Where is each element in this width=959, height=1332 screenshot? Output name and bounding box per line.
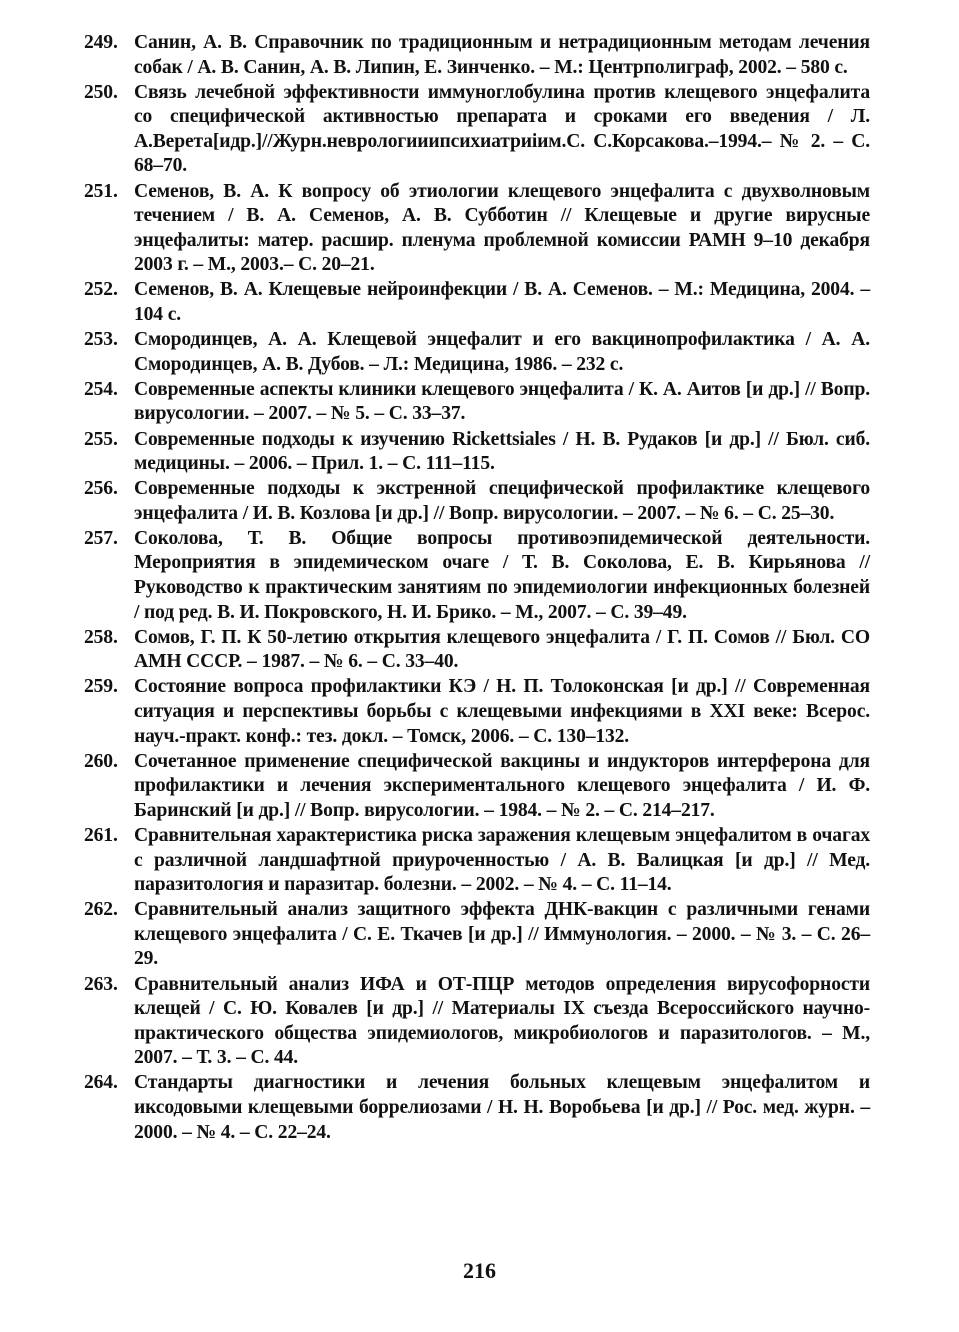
reference-item [84,675,870,749]
reference-text: Стандарты диагностики и лечения больных клещевым энцефалитом и иксодовыми клещевыми боррелиозами / Н. Н. Воробьева [и др.] // Рос. мед. журн. – 2000. – № 4. – С. 22–24. [134,1072,870,1143]
reference-text: Связь лечебной эффективности иммуноглобулина против клещевого энцефалита со специфической активностью препарата и сроками его введения / Л. А.Верета[идр.]//Журн.неврологииипсихиатриiим.С. С.Корсакова.–1994.– № 2. – С. 68–70. [134,81,870,177]
reference-item [84,527,870,625]
reference-text: Сравнительная характеристика риска заражения клещевым энцефалитом в очагах с различной ландшафтной приуроченностью / А. В. Валицкая [и др.] // Мед. паразитология и паразитар. болезни. – 2002. – № 4. – С. 11–14. [134,825,870,896]
reference-item [84,378,870,427]
reference-number: 254. [84,378,118,400]
reference-item [84,750,870,824]
reference-number: 257. [84,527,118,549]
reference-item [84,626,870,675]
reference-text: Сравнительный анализ защитного эффекта ДНК-вакцин с различными генами клещевого энцефалита / С. Е. Ткачев [и др.] // Иммунология. – 2000. – № 3. – С. 26–29. [134,899,870,970]
reference-item [84,477,870,526]
reference-text: Семенов, В. А. Клещевые нейроинфекции / В. А. Семенов. – М.: Медицина, 2004. – 104 с. [134,279,870,326]
reference-number: 261. [84,825,118,846]
reference-number: 251. [84,180,118,202]
reference-text: Семенов, В. А. К вопросу об этиологии клещевого энцефалита с двухволновым течением / В. А. Семенов, А. В. Субботин // Клещевые и другие вирусные энцефалиты: матер. расшир. пленума проблемной комиссии РАМН 9–10 декабря 2003 г. – М., 2003.– С. 20–21. [134,180,870,276]
reference-text: Санин, А. В. Справочник по традиционным и нетрадиционным методам лечения собак / А. В. Санин, А. В. Липин, Е. Зинченко. – М.: Центрполиграф, 2002. – 580 с. [134,32,870,78]
reference-number: 253. [84,329,118,351]
reference-number: 259. [84,676,118,698]
reference-item [84,1071,870,1145]
reference-text: Соколова, Т. В. Общие вопросы противоэпидемической деятельности. Мероприятия в эпидемическом очаге / Т. В. Соколова, Е. В. Кирьянова // Руководство к практическим занятиям по эпидемиологии инфекционных болезней / под ред. В. И. Покровского, Н. И. Брико. – М., 2007. – С. 39–49. [134,527,870,623]
reference-number: 260. [84,750,118,772]
reference-number: 249. [84,32,118,53]
reference-text: Смородинцев, А. А. Клещевой энцефалит и его вакцинопрофилактика / А. А. Смородинцев, А. В. Дубов. – Л.: Медицина, 1986. – 232 с. [134,329,870,375]
reference-number: 250. [84,81,118,103]
reference-item [84,180,870,278]
reference-text: Сравнительный анализ ИФА и ОТ-ПЦР методов определения вирусофорности клещей / С. Ю. Ковалев [и др.] // Материалы IX съезда Всероссийского научно-практического общества эпидемиологов, микробиологов и паразитологов. – М., 2007. – Т. 3. – С. 44. [134,973,870,1069]
reference-item [84,278,870,327]
reference-text: Современные подходы к изучению Rickettsiales / Н. В. Рудаков [и др.] // Бюл. сиб. медицины. – 2006. – Прил. 1. – С. 111–115. [134,428,870,475]
reference-number: 263. [84,973,118,995]
reference-number: 264. [84,1072,118,1094]
reference-item [84,824,870,898]
reference-text: Современные аспекты клиники клещевого энцефалита / К. А. Аитов [и др.] // Вопр. вирусологии. – 2007. – № 5. – С. 33–37. [134,378,870,425]
reference-number: 256. [84,478,118,500]
reference-number: 255. [84,428,118,450]
reference-item [84,973,870,1071]
reference-number: 252. [84,279,118,301]
reference-item [84,31,870,80]
reference-text: Сомов, Г. П. К 50-летию открытия клещевого энцефалита / Г. П. Сомов // Бюл. СО АМН СССР. – 1987. – № 6. – С. 33–40. [134,626,870,673]
page-number: 216 [463,1258,496,1283]
reference-item [84,428,870,477]
reference-list [84,31,870,1146]
reference-number: 262. [84,899,118,921]
reference-text: Сочетанное применение специфической вакцины и индукторов интерферона для профилактики и лечения экспериментального клещевого энцефалита / И. Ф. Баринский [и др.] // Вопр. вирусологии. – 1984. – № 2. – С. 214–217. [134,750,870,821]
reference-text: Состояние вопроса профилактики КЭ / Н. П. Толоконская [и др.] // Современная ситуация и перспективы борьбы с клещевыми инфекциями в XXI веке: Всерос. науч.-практ. конф.: тез. докл. – Томск, 2006. – С. 130–132. [134,676,870,747]
reference-item [84,81,870,179]
reference-item [84,898,870,972]
reference-number: 258. [84,626,118,648]
reference-item [84,328,870,377]
reference-text: Современные подходы к экстренной специфической профилактике клещевого энцефалита / И. В. Козлова [и др.] // Вопр. вирусологии. – 2007. – № 6. – С. 25–30. [134,478,870,524]
